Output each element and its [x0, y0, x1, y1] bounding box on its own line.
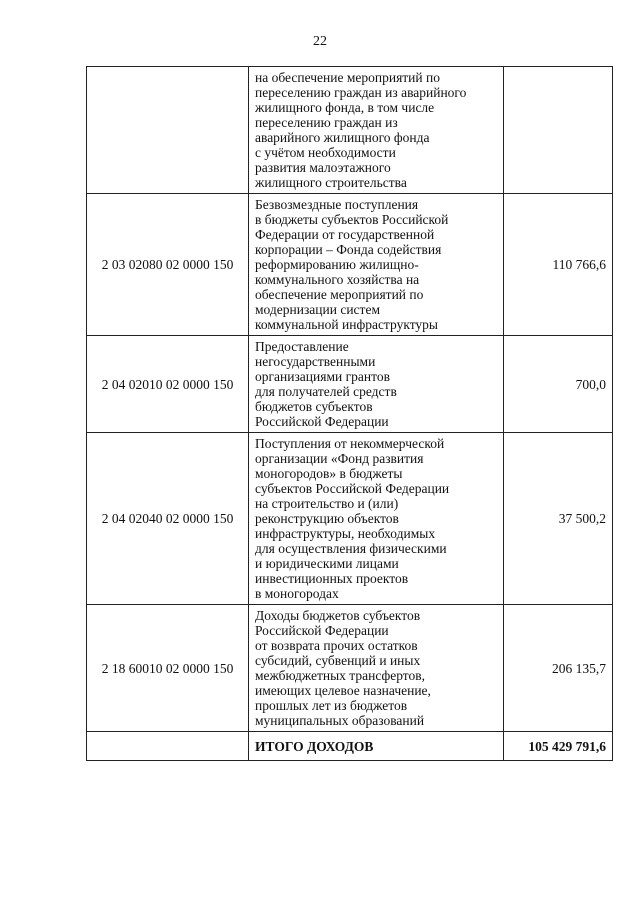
description-line: реформированию жилищно- — [255, 257, 419, 272]
page-number: 22 — [313, 34, 327, 49]
description-line: Предоставление — [255, 339, 349, 354]
description-line: инфраструктуры, необходимых — [255, 526, 436, 541]
description-line: переселению граждан из — [255, 115, 398, 130]
description-line: аварийного жилищного фонда — [255, 130, 430, 145]
description-line: негосударственными — [255, 354, 376, 369]
description-line: обеспечение мероприятий по — [255, 287, 424, 302]
row-amount: 206 135,7 — [504, 605, 613, 732]
row-code: 2 04 02040 02 0000 150 — [87, 433, 249, 605]
row-description — [249, 605, 504, 732]
description-line: имеющих целевое назначение, — [255, 683, 431, 698]
description-line: реконструкцию объектов — [255, 511, 399, 526]
description-line: моногородов» в бюджеты — [255, 466, 403, 481]
description-line: для получателей средств — [255, 384, 397, 399]
description-line: субсидий, субвенций и иных — [255, 653, 421, 668]
row-code: 2 04 02010 02 0000 150 — [87, 336, 249, 433]
total-code — [87, 732, 249, 761]
description-line: Поступления от некоммерческой — [255, 436, 445, 451]
description-line: модернизации систем — [255, 302, 380, 317]
description-line: жилищного строительства — [255, 175, 407, 190]
description-line: прошлых лет из бюджетов — [255, 698, 408, 713]
description-line: на обеспечение мероприятий по — [255, 70, 440, 85]
description-line: переселению граждан из аварийного — [255, 85, 467, 100]
row-amount: 700,0 — [504, 336, 613, 433]
row-amount: 37 500,2 — [504, 433, 613, 605]
total-row — [87, 732, 613, 761]
description-line: Российской Федерации — [255, 414, 389, 429]
row-amount — [504, 67, 613, 194]
row-description — [249, 194, 504, 336]
description-line: в моногородах — [255, 586, 339, 601]
row-description — [249, 336, 504, 433]
description-line: бюджетов субъектов — [255, 399, 373, 414]
description-line: Российской Федерации — [255, 623, 389, 638]
description-line: Доходы бюджетов субъектов — [255, 608, 421, 623]
description-line: Безвозмездные поступления — [255, 197, 419, 212]
description-line: в бюджеты субъектов Российской — [255, 212, 449, 227]
table-row — [87, 336, 613, 433]
total-amount: 105 429 791,6 — [504, 732, 613, 761]
row-code: 2 18 60010 02 0000 150 — [87, 605, 249, 732]
description-line: коммунального хозяйства на — [255, 272, 420, 287]
description-line: жилищного фонда, в том числе — [255, 100, 435, 115]
revenue-table-body — [87, 67, 613, 761]
table-row — [87, 605, 613, 732]
row-code — [87, 67, 249, 194]
description-line: корпорации – Фонда содействия — [255, 242, 442, 257]
description-line: субъектов Российской Федерации — [255, 481, 450, 496]
table-row — [87, 433, 613, 605]
description-line: коммунальной инфраструктуры — [255, 317, 438, 332]
description-line: на строительство и (или) — [255, 496, 399, 511]
description-line: для осуществления физическими — [255, 541, 447, 556]
description-line: от возврата прочих остатков — [255, 638, 418, 653]
table-row — [87, 67, 613, 194]
description-line: межбюджетных трансфертов, — [255, 668, 426, 683]
row-amount: 110 766,6 — [504, 194, 613, 336]
description-line: организации «Фонд развития — [255, 451, 424, 466]
row-description — [249, 433, 504, 605]
description-line: с учётом необходимости — [255, 145, 396, 160]
description-line: Федерации от государственной — [255, 227, 435, 242]
row-code: 2 03 02080 02 0000 150 — [87, 194, 249, 336]
revenue-table — [86, 66, 613, 761]
description-line: инвестиционных проектов — [255, 571, 409, 586]
row-description — [249, 67, 504, 194]
description-line: развития малоэтажного — [255, 160, 391, 175]
total-label: ИТОГО ДОХОДОВ — [249, 732, 504, 761]
description-line: муниципальных образований — [255, 713, 425, 728]
description-line: и юридическими лицами — [255, 556, 399, 571]
description-line: организациями грантов — [255, 369, 390, 384]
table-row — [87, 194, 613, 336]
